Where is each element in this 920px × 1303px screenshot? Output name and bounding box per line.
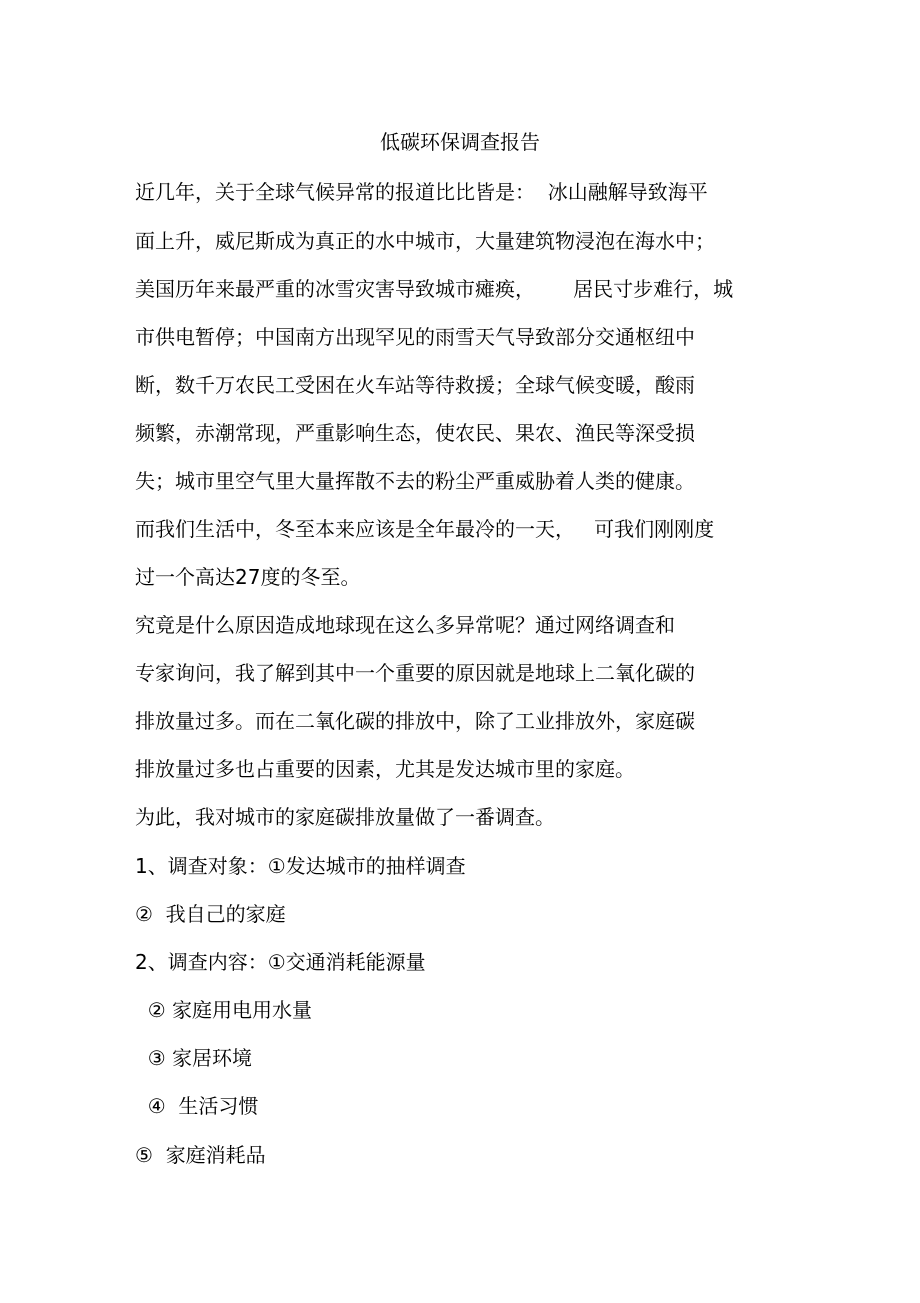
paragraph-line: 而我们生活中，冬至本来应该是全年最冷的一天， 可我们刚刚度 [135, 517, 715, 541]
paragraph-line: 排放量过多也占重要的因素，尤其是发达城市里的家庭。 [135, 757, 635, 781]
paragraph-line: 排放量过多。而在二氧化碳的排放中，除了工业排放外，家庭碳 [135, 709, 695, 733]
paragraph-line: 面上升，威尼斯成为真正的水中城市，大量建筑物浸泡在海水中； [135, 229, 715, 253]
paragraph-line: 断，数千万农民工受困在火车站等待救援；全球气候变暖，酸雨 [135, 373, 695, 397]
paragraph-line: 为此，我对城市的家庭碳排放量做了一番调查。 [135, 805, 555, 829]
list-item: 2、调查内容：①交通消耗能源量 [135, 950, 426, 974]
paragraph-line: 失；城市里空气里大量挥散不去的粉尘严重威胁着人类的健康。 [135, 469, 695, 493]
paragraph-line: 美国历年来最严重的冰雪灾害导致城市瘫痪， 居民寸步难行，城 [135, 277, 734, 301]
list-item: ⑤ 家庭消耗品 [135, 1143, 266, 1167]
paragraph-line: 过一个高达27度的冬至。 [135, 565, 361, 589]
list-item: ② 我自己的家庭 [135, 902, 286, 926]
paragraph-line: 频繁，赤潮常现，严重影响生态，使农民、果农、渔民等深受损 [135, 421, 695, 445]
list-item: ③ 家居环境 [135, 1046, 253, 1070]
list-item: 1、调查对象：①发达城市的抽样调查 [135, 854, 466, 878]
paragraph-line: 市供电暂停；中国南方出现罕见的雨雪天气导致部分交通枢纽中 [135, 325, 695, 349]
document-title: 低碳环保调查报告 [380, 130, 540, 154]
list-item: ② 家庭用电用水量 [135, 998, 313, 1022]
paragraph-line: 近几年，关于全球气候异常的报道比比皆是： 冰山融解导致海平 [135, 180, 708, 204]
paragraph-line: 专家询问，我了解到其中一个重要的原因就是地球上二氧化碳的 [135, 661, 695, 685]
list-item: ④ 生活习惯 [135, 1094, 259, 1118]
paragraph-line: 究竟是什么原因造成地球现在这么多异常呢？通过网络调查和 [135, 613, 675, 637]
